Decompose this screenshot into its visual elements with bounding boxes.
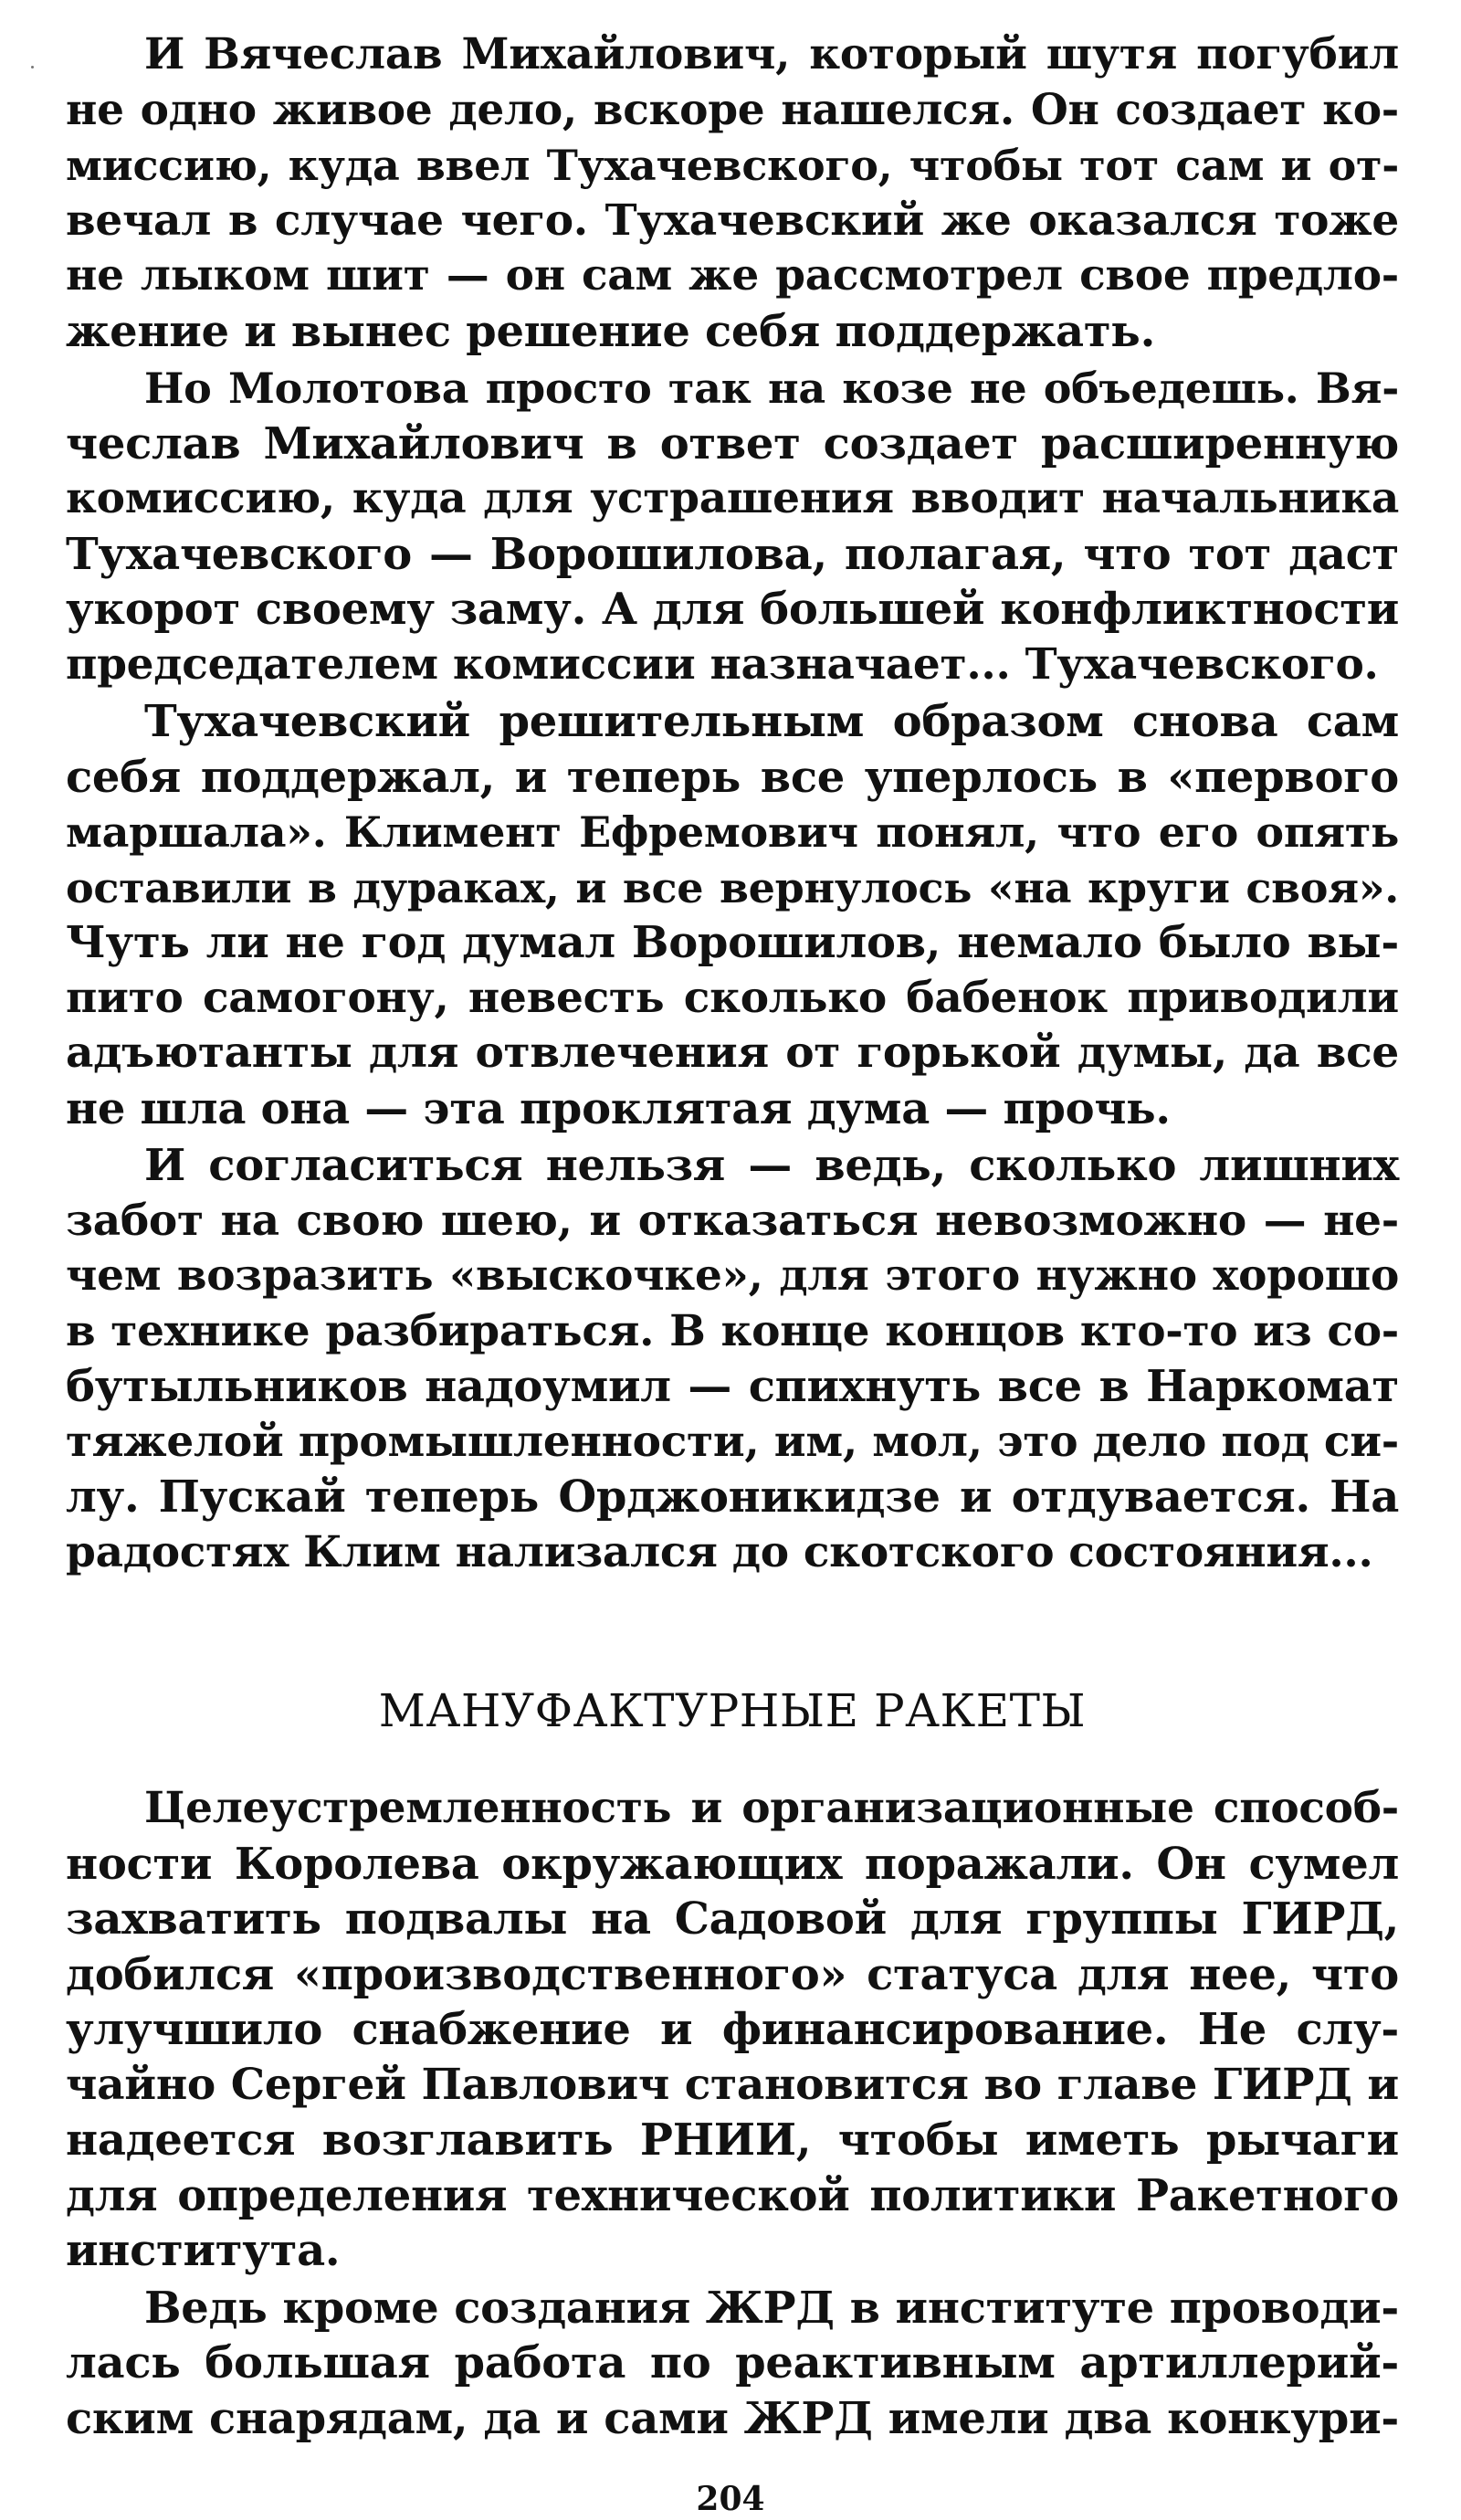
text-line: надеется возглавить РНИИ, чтобы иметь рычаги — [66, 2114, 1399, 2166]
text-line: не лыком шит — он сам же рассмотрел свое предло- — [66, 250, 1399, 301]
text-line: себя поддержал, и теперь все уперлось в «первого — [66, 751, 1399, 803]
text-line: не одно живое дело, вскоре нашелся. Он создает ко- — [66, 84, 1399, 135]
text-line: забот на свою шею, и отказаться невозможно — не- — [66, 1195, 1399, 1246]
text-line: добился «производственного» статуса для нее, что — [66, 1948, 1399, 2000]
page-number: 204 — [696, 2480, 765, 2518]
text-line: адъютанты для отвлечения от горькой думы, да все — [66, 1028, 1399, 1078]
text-line: вечал в случае чего. Тухачевский же оказался тоже — [66, 195, 1399, 246]
paragraph — [66, 694, 1399, 1136]
text-line: И согласиться нельзя — ведь, сколько лишних — [144, 1140, 1399, 1191]
text-line: чем возразить «выскочке», для этого нужно хорошо — [66, 1250, 1399, 1301]
text-line: чеслав Михайлович в ответ создает расширенную — [66, 417, 1399, 469]
text-line: для определения технической политики Ракетного — [66, 2169, 1399, 2221]
text-line: оставили в дураках, и все вернулось «на круги своя». — [66, 862, 1399, 912]
text-line: Тухачевский решительным образом снова сам — [144, 696, 1399, 747]
text-line: института. — [66, 2225, 341, 2276]
paragraph — [66, 1781, 1399, 2279]
section-1 — [66, 27, 1399, 1580]
text-line: радостях Клим нализался до скотского состояния... — [66, 1526, 1373, 1577]
paragraph — [66, 1138, 1399, 1580]
text-line: маршала». Климент Ефремович понял, что его опять — [66, 807, 1399, 857]
section-heading: МАНУФАКТУРНЫЕ РАКЕТЫ — [378, 1683, 1087, 1737]
page-body — [66, 27, 1399, 2444]
text-line: жение и вынес решение себя поддержать. — [66, 305, 1155, 357]
text-line: не шла она — эта проклятая дума — прочь. — [66, 1082, 1171, 1134]
text-line: Чуть ли не год думал Ворошилов, немало было вы- — [66, 917, 1399, 968]
text-line: тяжелой промышленности, им, мол, это дело под си- — [66, 1416, 1399, 1467]
text-line: Ведь кроме создания ЖРД в институте проводи- — [144, 2282, 1399, 2334]
text-line: комиссию, куда для устрашения вводит начальника — [66, 473, 1399, 523]
text-line: пито самогону, невесть сколько бабенок приводили — [66, 972, 1399, 1023]
scan-speck — [31, 66, 34, 69]
text-line: улучшило снабжение и финансирование. Не слу- — [66, 2004, 1399, 2055]
text-line: И Вячеслав Михайлович, который шутя погубил — [144, 29, 1399, 79]
text-line: бутыльников надоумил — спихнуть все в Наркомат — [66, 1361, 1399, 1412]
paragraph — [66, 361, 1399, 692]
section-2 — [66, 1781, 1399, 2448]
text-line: лу. Пускай теперь Орджоникидзе и отдувается. На — [66, 1471, 1399, 1523]
text-line: чайно Сергей Павлович становится во главе ГИРД и — [66, 2059, 1399, 2110]
text-line: захватить подвалы на Садовой для группы ГИРД, — [66, 1893, 1399, 1945]
text-line: ности Королева окружающих поражали. Он сумел — [66, 1838, 1399, 1890]
text-line: Целеустремленность и организационные способ- — [144, 1783, 1399, 1833]
paragraph — [66, 2281, 1399, 2447]
text-line: миссию, куда ввел Тухачевского, чтобы тот сам и от- — [66, 141, 1399, 190]
text-line: в технике разбираться. В конце концов кто-то из со- — [66, 1305, 1399, 1356]
text-line: Но Молотова просто так на козе не объедешь. Вя- — [144, 364, 1399, 413]
text-line: председателем комиссии назначает... Тухачевского. — [66, 638, 1379, 690]
text-line: ским снарядам, да и сами ЖРД имели два конкури- — [66, 2392, 1399, 2444]
paragraph — [66, 27, 1399, 359]
text-line: лась большая работа по реактивным артиллерий- — [66, 2337, 1399, 2388]
text-line: укорот своему заму. А для большей конфликтности — [66, 584, 1399, 635]
text-line: Тухачевского — Ворошилова, полагая, что тот даст — [66, 528, 1399, 580]
